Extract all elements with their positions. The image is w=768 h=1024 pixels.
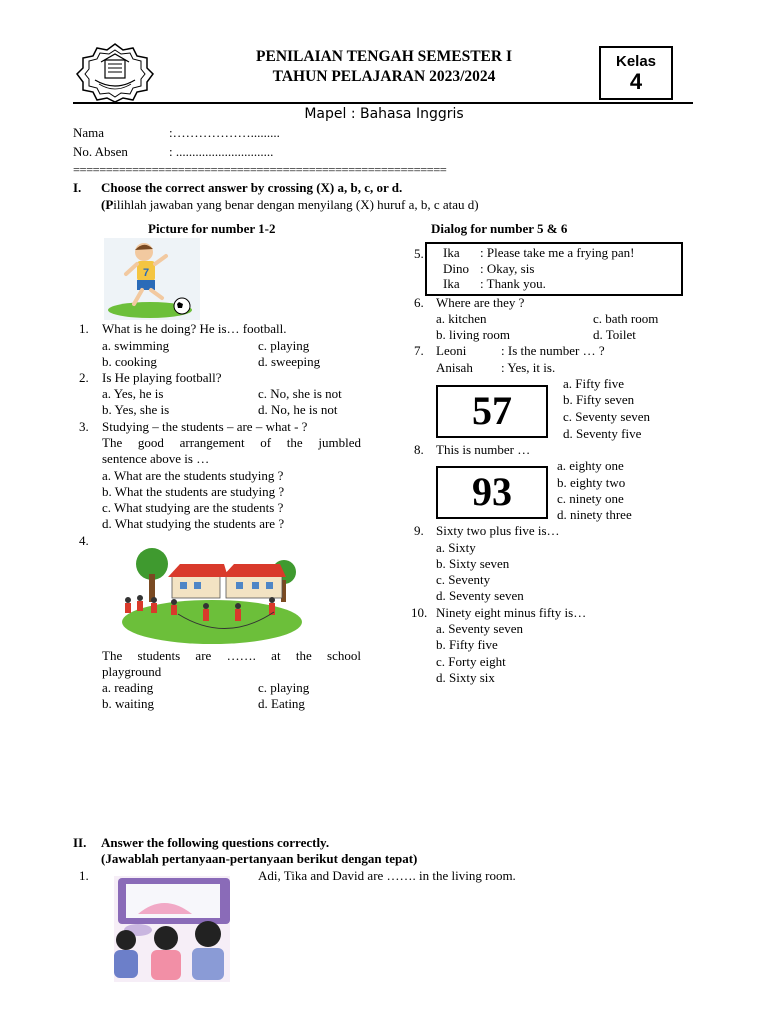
q8-number-box: 93	[436, 466, 548, 519]
q9-text: Sixty two plus five is…	[436, 523, 560, 538]
academic-year: TAHUN PELAJARAN 2023/2024	[272, 68, 496, 85]
q5-line-2: : Okay, sis	[480, 261, 535, 276]
q6-option-a[interactable]: a. kitchen	[436, 311, 487, 326]
q8-option-a[interactable]: a. eighty one	[557, 458, 624, 473]
q7-option-b[interactable]: b. Fifty seven	[563, 392, 635, 407]
q1-option-a[interactable]: a. swimming	[102, 338, 170, 353]
q9-option-c[interactable]: c. Seventy	[436, 572, 491, 587]
q7-speaker-2: Anisah	[436, 360, 473, 375]
essay-q1-number: 1.	[79, 868, 89, 883]
q6-option-c[interactable]: c. bath room	[593, 311, 659, 326]
q8-option-d[interactable]: d. ninety three	[557, 507, 632, 522]
q7-number-box: 57	[436, 385, 548, 438]
q2-option-a[interactable]: a. Yes, he is	[102, 386, 164, 401]
q9-number: 9.	[414, 523, 424, 538]
q9-option-b[interactable]: b. Sixty seven	[436, 556, 510, 571]
dialog-caption: Dialog for number 5 & 6	[431, 221, 568, 236]
q7-number: 7.	[414, 343, 424, 358]
class-box	[599, 46, 673, 100]
q3-option-c[interactable]: c. What studying are the students ?	[102, 500, 284, 515]
class-value: 4	[629, 69, 643, 94]
name-field[interactable]: :……………….........	[169, 125, 280, 140]
q3-number: 3.	[79, 419, 89, 434]
q6-number: 6.	[414, 295, 424, 310]
q4-text-line2: playground	[102, 664, 162, 679]
section2-instruction-id: (Jawablah pertanyaan-pertanyaan berikut dengan tepat)	[101, 851, 418, 866]
q7-option-d[interactable]: d. Seventy five	[563, 426, 642, 441]
q1-option-c[interactable]: c. playing	[258, 338, 310, 353]
q10-option-c[interactable]: c. Forty eight	[436, 654, 506, 669]
exam-title: PENILAIAN TENGAH SEMESTER I	[256, 48, 512, 65]
q8-option-b[interactable]: b. eighty two	[557, 475, 626, 490]
absen-label: No. Absen	[73, 144, 128, 159]
q10-text: Ninety eight minus fifty is…	[436, 605, 587, 620]
boy-football-illustration	[104, 238, 200, 320]
q5-line-3: : Thank you.	[480, 276, 546, 291]
q2-option-c[interactable]: c. No, she is not	[258, 386, 342, 401]
q8-option-c[interactable]: c. ninety one	[557, 491, 624, 506]
section1-numeral: I.	[73, 180, 82, 195]
class-label: Kelas	[615, 53, 657, 70]
q2-option-d[interactable]: d. No, he is not	[258, 402, 338, 417]
picture-caption: Picture for number 1-2	[148, 221, 276, 236]
q4-text-line1: The students are ……. at the school	[102, 648, 361, 663]
section1-instruction: Choose the correct answer by crossing (X) a, b, c, or d.	[101, 180, 403, 195]
q7-line-2: : Yes, it is.	[501, 360, 556, 375]
q3-option-d[interactable]: d. What studying the students are ?	[102, 516, 285, 531]
q10-option-b[interactable]: b. Fifty five	[436, 637, 498, 652]
q9-option-a[interactable]: a. Sixty	[436, 540, 476, 555]
q5-speaker-2: Dino	[443, 261, 469, 276]
essay-q1-text: Adi, Tika and David are ……. in the living room.	[258, 868, 516, 883]
q8-text: This is number …	[436, 442, 531, 457]
q3-option-b[interactable]: b. What the students are studying ?	[102, 484, 285, 499]
q1-number: 1.	[79, 321, 89, 336]
q10-option-a[interactable]: a. Seventy seven	[436, 621, 524, 636]
q4-option-c[interactable]: c. playing	[258, 680, 310, 695]
q8-number: 8.	[414, 442, 424, 457]
svg-text:7: 7	[142, 267, 150, 279]
q7-line-1: : Is the number … ?	[501, 343, 605, 358]
q7-option-a[interactable]: a. Fifty five	[563, 376, 625, 391]
name-label: Nama	[73, 125, 105, 140]
q1-option-b[interactable]: b. cooking	[102, 354, 157, 369]
q7-speaker-1: Leoni	[436, 343, 467, 358]
q10-number: 10.	[411, 605, 428, 620]
q3-text-line2: The good arrangement of the jumbled	[102, 435, 361, 450]
absen-field[interactable]: : ..............................	[169, 144, 274, 159]
q2-text: Is He playing football?	[102, 370, 222, 385]
q3-text-line3: sentence above is …	[102, 451, 210, 466]
q6-option-d[interactable]: d. Toilet	[593, 327, 636, 342]
school-playground-illustration	[116, 544, 302, 644]
q7-option-c[interactable]: c. Seventy seven	[563, 409, 651, 424]
q1-option-d[interactable]: d. sweeping	[258, 354, 321, 369]
q9-option-d[interactable]: d. Seventy seven	[436, 588, 524, 603]
q10-option-d[interactable]: d. Sixty six	[436, 670, 495, 685]
section2-numeral: II.	[73, 835, 87, 850]
section1-instruction-id: (Pilihlah jawaban yang benar dengan menyilang (X) huruf a, b, c atau d)	[101, 197, 479, 212]
family-watching-tv-illustration	[108, 874, 234, 986]
section2-instruction: Answer the following questions correctly.	[101, 835, 330, 850]
q5-speaker-1: Ika	[443, 245, 460, 260]
q2-number: 2.	[79, 370, 89, 385]
header-divider	[73, 102, 693, 104]
q4-option-d[interactable]: d. Eating	[258, 696, 305, 711]
q5-number: 5.	[414, 246, 424, 261]
q6-text: Where are they ?	[436, 295, 525, 310]
q3-text-line1: Studying – the students – are – what - ?	[102, 419, 308, 434]
q4-option-b[interactable]: b. waiting	[102, 696, 154, 711]
q5-line-1: : Please take me a frying pan!	[480, 245, 635, 260]
q6-option-b[interactable]: b. living room	[436, 327, 511, 342]
separator-line: =========================================================	[73, 163, 447, 177]
subject-label: Mapel : Bahasa Inggris	[304, 106, 464, 122]
q2-option-b[interactable]: b. Yes, she is	[102, 402, 170, 417]
q4-number: 4.	[79, 533, 89, 548]
q5-speaker-3: Ika	[443, 276, 460, 291]
q1-text: What is he doing? He is… football.	[102, 321, 287, 336]
q3-option-a[interactable]: a. What are the students studying ?	[102, 468, 284, 483]
q4-option-a[interactable]: a. reading	[102, 680, 154, 695]
